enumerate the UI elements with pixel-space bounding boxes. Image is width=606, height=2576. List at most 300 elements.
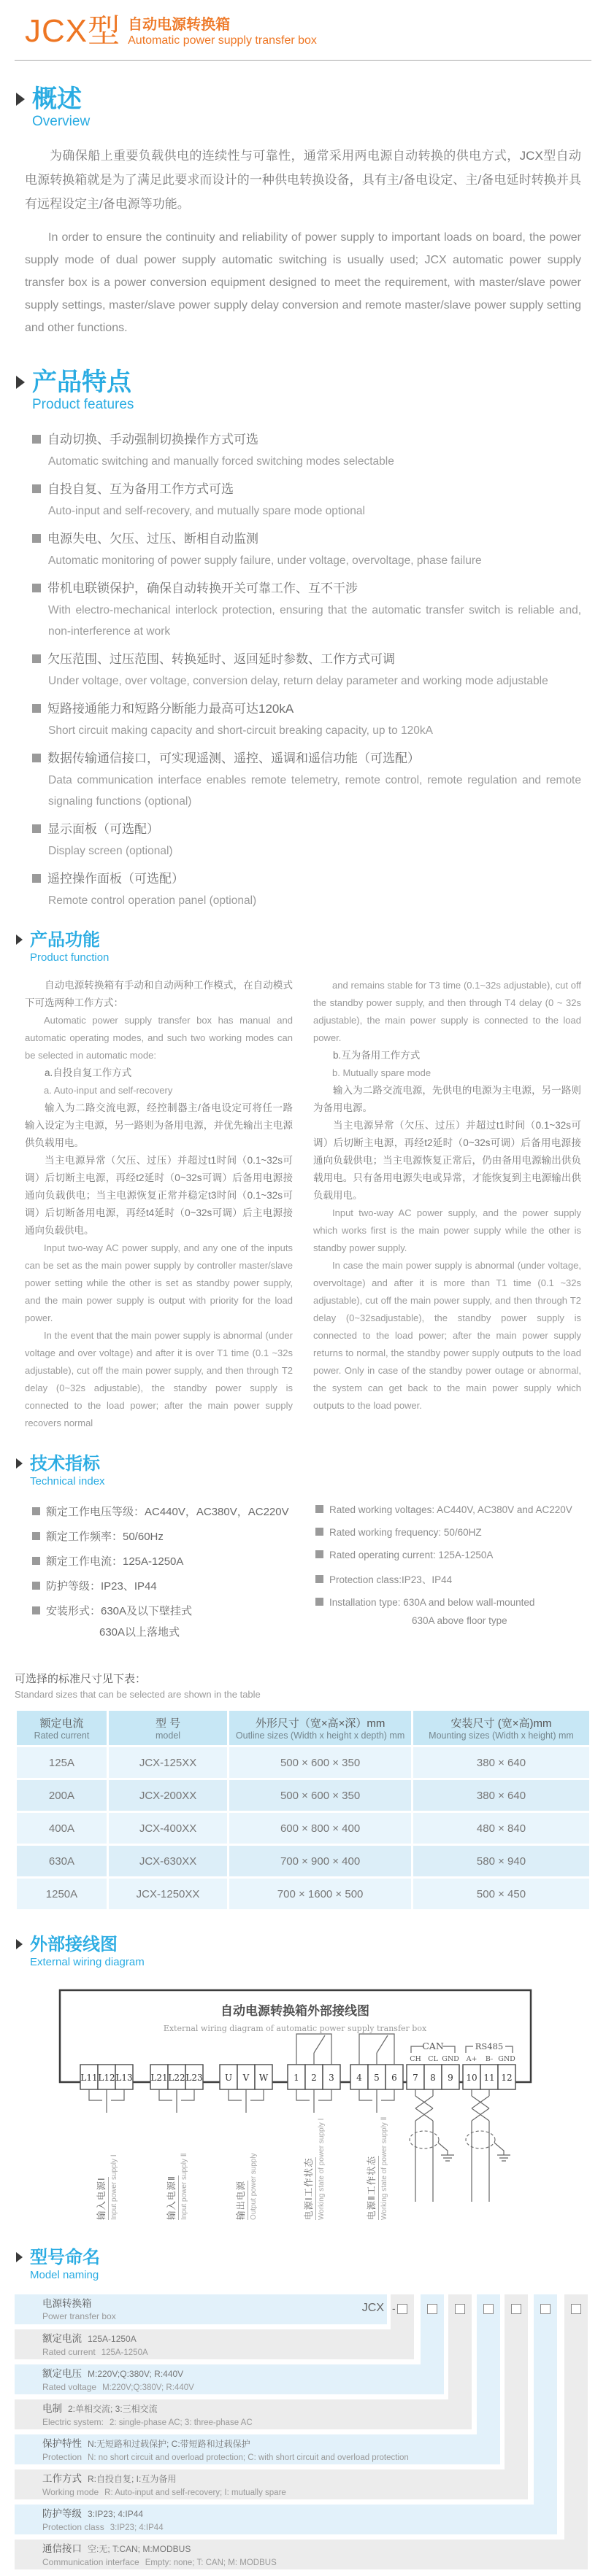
naming-value-en: Empty: none; T: CAN; M: MODBUS (145, 2558, 277, 2567)
naming-label-en: Rated current (42, 2347, 96, 2357)
naming-title-zh: 型号命名 (30, 2248, 100, 2267)
feature-text-en: Automatic switching and manually forced switching modes selectable (48, 455, 394, 468)
naming-label-zh: 防护等级 (42, 2508, 82, 2519)
features-heading (15, 368, 591, 414)
table-cell: JCX-1250XX (107, 1878, 228, 1911)
section-arrow-icon (16, 1939, 23, 1949)
table-cell: 500 × 600 × 350 (229, 1747, 413, 1779)
naming-row-en (42, 2556, 588, 2569)
function-paragraph-en: Input two-way AC power supply, and any one of the inputs can be set as the main power supply by controller master/slave power setting while the other is set as standby power supply, and the main power supply is output with priority for the load power. (25, 1242, 293, 1323)
wiring-diagram (0, 1983, 606, 2235)
tech-index-subtext: 630A以上落地式 (99, 1626, 180, 1639)
tech-index-item (32, 1603, 298, 1639)
function-paragraph-en: a. Auto-input and self-recovery (44, 1085, 173, 1096)
terminal-label: W (258, 2073, 269, 2083)
ground-icon (497, 2155, 510, 2161)
pin-label: GND (442, 2055, 459, 2063)
terminal-label: 2 (311, 2073, 317, 2083)
tech-heading (15, 1454, 591, 1489)
feature-text-zh: 自动切换、手动强制切换操作方式可选 (47, 433, 258, 446)
naming-column-strip (534, 2294, 557, 2534)
sizes-column-header (229, 1710, 413, 1747)
bullet-square-icon (32, 1606, 40, 1614)
tech-index-item (315, 1596, 581, 1626)
naming-label-zh: 通信接口 (42, 2543, 82, 2554)
feature-line-zh (32, 648, 581, 670)
feature-text-en: Display screen (optional) (48, 845, 173, 857)
naming-row-zh (42, 2472, 528, 2486)
naming-code-box (511, 2304, 521, 2314)
function-paragraph-zh: a.自投自复工作方式 (45, 1067, 132, 1078)
naming-column-strip (505, 2294, 528, 2499)
sizes-column-header (107, 1710, 228, 1747)
naming-row-zh (42, 2332, 414, 2346)
terminal-label: L22 (168, 2073, 185, 2083)
naming-row-zh (42, 2542, 588, 2556)
twisted-pair-run (415, 2121, 433, 2202)
section-arrow-icon (16, 1458, 23, 1469)
twisted-pair-lead (472, 2089, 489, 2096)
twisted-pair-cross (472, 2096, 489, 2121)
wiring-group-label-en: Output power supply (250, 2153, 258, 2220)
naming-row-en (42, 2310, 387, 2323)
naming-label-zh: 工作方式 (42, 2473, 82, 2484)
shield-drain-wire (494, 2143, 504, 2155)
section-arrow-icon (16, 935, 23, 945)
table-cell: 580 × 940 (413, 1845, 591, 1878)
sizes-header-en: Outline sizes (Width x height x depth) mm (235, 1730, 405, 1741)
page-header (25, 15, 591, 48)
table-cell: JCX-630XX (107, 1845, 228, 1878)
function-title-zh: 产品功能 (30, 930, 100, 950)
section-arrow-icon (16, 376, 25, 389)
table-cell: 480 × 840 (413, 1812, 591, 1845)
table-row (16, 1779, 591, 1812)
naming-code-box (455, 2304, 465, 2314)
sizes-table-body (16, 1747, 591, 1911)
rs485-label: RS485 (475, 2041, 504, 2051)
wiring-title-zh: 外部接线图 (30, 1935, 118, 1954)
feature-line-zh (32, 697, 581, 720)
wiring-group-label (94, 2096, 119, 2220)
table-cell: JCX-400XX (107, 1812, 228, 1845)
naming-row (15, 2434, 500, 2464)
table-cell: 380 × 640 (413, 1779, 591, 1812)
naming-value-en: M:220V;Q:380V; R:440V (102, 2383, 194, 2392)
overview-title-en: Overview (32, 114, 91, 129)
function-paragraph-en: Automatic power supply transfer box has manual and automatic operating modes, and such two working modes can be selected in automatic mode: (25, 1015, 293, 1061)
section-function (15, 930, 591, 1432)
function-paragraph-en: In case the main power supply is abnormal (under voltage, overvoltage) and after it is more than T1 time (0.1 ~32s adjustable), cut off the main power supply, and then through T2 delay (0~32sadjustable), the standby power supply is connected to the load power; after the main power supply returns to normal, the standby power supply outputs to the load power. Only in case of the standby power outage or abnormal, the system can get back to the main power supply which outputs to the load power. (313, 1260, 581, 1411)
sizes-table (15, 1709, 591, 1911)
feature-text-en: With electro-mechanical interlock protection, ensuring that the automatic transfer switch is reliable and, non-interference at work (48, 604, 581, 638)
naming-code-box (397, 2304, 407, 2314)
pin-label: B- (485, 2055, 494, 2063)
naming-dash: - (392, 2302, 396, 2314)
table-cell: 125A (16, 1747, 108, 1779)
product-model-title: JCX型 (25, 13, 121, 49)
shield-drain-wire (438, 2143, 448, 2155)
terminal-label: L12 (98, 2073, 115, 2083)
section-sizes (15, 1671, 591, 1911)
feature-item (32, 577, 581, 642)
overview-title-zh: 概述 (32, 85, 82, 113)
tech-index-text: 额定工作频率：50/60Hz (46, 1531, 164, 1543)
naming-value-en: 125A-1250A (101, 2348, 148, 2357)
terminal-label: 9 (448, 2073, 453, 2083)
function-paragraph-zh: 自动电源转换箱有手动和自动两种工作模式，在自动模式下可选两种工作方式： (25, 980, 293, 1008)
section-arrow-icon (16, 2252, 23, 2262)
bullet-square-icon (315, 1550, 323, 1558)
table-cell: 630A (16, 1845, 108, 1878)
function-paragraph-en: b. Mutually spare mode (332, 1067, 432, 1078)
naming-column-strip (564, 2294, 588, 2569)
terminal-label: 4 (356, 2073, 362, 2083)
feature-text-zh: 自投自复、互为备用工作方式可选 (47, 482, 234, 496)
feature-item (32, 428, 581, 472)
sizes-header-zh: 外形尺寸（宽×高×深）mm (255, 1717, 386, 1730)
overview-paragraph-zh: 为确保船上重要负载供电的连续性与可靠性，通常采用两电源自动转换的供电方式，JCX型自动电源转换箱就是为了满足此要求而设计的一种供电转换设备，具有主/备电设定、主/备电延时转换并具有远程设定主/备电源等功能。 (25, 149, 581, 211)
terminal-label: L13 (115, 2073, 133, 2083)
naming-label-en: Rated voltage (42, 2382, 97, 2392)
function-paragraph-zh: 输入为二路交流电源，经控制器主/备电设定可将任一路输入设定为主电源，另一路则为备用电源，并优先输出主电源供负载用电。 (25, 1102, 293, 1148)
naming-label-zh: 保护特性 (42, 2438, 82, 2449)
feature-text-zh: 欠压范围、过压范围、转换延时、返回延时参数、工作方式可调 (47, 652, 395, 666)
header-divider (15, 60, 591, 61)
naming-value-zh: R:自投自复; I:互为备用 (88, 2474, 177, 2484)
switch-blade (377, 2035, 388, 2053)
feature-line-zh (32, 747, 581, 770)
naming-heading (15, 2248, 591, 2283)
section-tech (15, 1454, 591, 1649)
overview-paragraph-en: In order to ensure the continuity and reliability of power supply to important loads on board, the power supply mode of dual power supply automatic switching is usually used; JCX automatic power supply transfer box is a power conversion equipment designed to meet the requirement, with master/slave power supply settings, master/slave power supply delay conversion and remote master/slave power supply setting and other functions. (25, 231, 581, 334)
naming-row-en (42, 2521, 557, 2534)
naming-label-en: Power transfer box (42, 2311, 116, 2321)
naming-label-en: Electric system: (42, 2417, 104, 2427)
terminal-label: 10 (466, 2073, 477, 2083)
table-cell: JCX-200XX (107, 1779, 228, 1812)
feature-line-zh (32, 478, 581, 500)
section-overview (15, 85, 591, 339)
table-cell: 1250A (16, 1878, 108, 1911)
tech-index-text: 额定工作电压等级：AC440V，AC380V，AC220V (46, 1506, 289, 1518)
product-title-zh: 自动电源转换箱 (128, 17, 231, 33)
bullet-square-icon (32, 1507, 40, 1515)
function-column-left (25, 977, 293, 1432)
section-wiring (15, 1935, 591, 2235)
feature-line-zh (32, 527, 581, 550)
tech-index-item (315, 1504, 581, 1517)
pin-label: CH (410, 2055, 421, 2063)
cable-shield-icon (410, 2131, 439, 2148)
feature-text-zh: 带机电联锁保护，确保自动转换开关可靠工作、互不干涉 (47, 581, 358, 595)
terminal-label: L21 (150, 2073, 168, 2083)
bullet-square-icon (32, 534, 41, 543)
twisted-pair-run (472, 2121, 489, 2202)
terminal-label: L23 (185, 2073, 203, 2083)
sizes-header-zh: 额定电流 (39, 1717, 84, 1730)
wiring-group-label-zh: 输出电源 (234, 2181, 248, 2220)
product-title-block (128, 16, 317, 48)
naming-row (15, 2399, 472, 2429)
section-features (15, 368, 591, 911)
naming-value-en: R: Auto-input and self-recovery; I: mutually spare (104, 2488, 286, 2497)
tech-column-en (315, 1504, 581, 1649)
wiring-group-label (302, 2096, 326, 2220)
table-cell: 380 × 640 (413, 1747, 591, 1779)
naming-label-en: Protection class (42, 2522, 104, 2532)
feature-item (32, 818, 581, 862)
feature-text-en: Automatic monitoring of power supply failure, under voltage, overvoltage, phase failure (48, 554, 482, 567)
table-row (16, 1845, 591, 1878)
feature-text-zh: 遥控操作面板（可选配） (47, 872, 184, 886)
feature-item (32, 697, 581, 741)
features-title-en: Product features (32, 397, 134, 412)
wiring-group-label (164, 2096, 189, 2220)
bullet-square-icon (32, 1532, 40, 1540)
wiring-group-label (364, 2096, 389, 2220)
tech-index-text: 安装形式：630A及以下壁挂式 (46, 1605, 193, 1617)
table-cell: 700 × 900 × 400 (229, 1845, 413, 1878)
sizes-column-header (413, 1710, 591, 1747)
function-paragraph-en: In the event that the main power supply is abnormal (under voltage and over voltage) and after it is over T1 time (0.1 ~32s adjustable), cut off the main power supply, and then through T2 delay (0~32s adjustable), the standby power supply is connected to the load power; after the main power supply recovers normal (25, 1330, 293, 1428)
feature-item (32, 527, 581, 571)
tech-index-text: Installation type: 630A and below wall-mounted (329, 1597, 535, 1608)
tech-index-text: Protection class:IP23、IP44 (329, 1574, 453, 1585)
section-naming (15, 2248, 591, 2576)
naming-value-zh: M:220V;Q:380V; R:440V (88, 2369, 184, 2379)
tech-index-item (32, 1553, 298, 1569)
function-paragraph-zh: 当主电源异常（欠压、过压）并超过t1时间（0.1~32s可调）后切断主电源，再经t2延时（0~32s可调）后备用电源接通向负载供电；当主电源恢复正常并稳定t3时间（0.1~32s可调）后切断备用电源，再经t4延时（0~32s可调）后主电源接通向负载供电。 (25, 1155, 293, 1236)
table-row (16, 1812, 591, 1845)
function-paragraph-zh: 输入为二路交流电源，先供电的电源为主电源，另一路则为备用电源。 (313, 1085, 581, 1113)
bullet-square-icon (32, 754, 41, 762)
function-paragraph-zh: 当主电源异常（欠压、过压）并超过t1时间（0.1~32s可调）后切断主电源，再经t2延时（0~32s可调）后备用电源接通向负载供电；当主电源恢复正常后，仍由备用电源输出供负载用电。只有备用电源失电或异常，才能恢复到主电源输出供负载用电。 (313, 1120, 581, 1201)
table-cell: 700 × 1600 × 500 (229, 1878, 413, 1911)
overview-heading (15, 85, 591, 131)
naming-label-zh: 额定电压 (42, 2368, 82, 2379)
function-column-right (313, 977, 581, 1432)
wiring-diagram-title-zh: 自动电源转换箱外部接线图 (220, 2004, 369, 2019)
bullet-square-icon (32, 484, 41, 493)
tech-index-item (32, 1528, 298, 1544)
wiring-group-label-en: Input power supply Ⅱ (180, 2153, 188, 2220)
terminal-label: 7 (413, 2073, 418, 2083)
feature-line-zh (32, 577, 581, 600)
naming-value-zh: N:无短路和过载保护; C:带短路和过载保护 (88, 2439, 250, 2449)
tech-index-item (315, 1571, 581, 1587)
bullet-square-icon (315, 1505, 323, 1513)
function-heading (15, 930, 591, 965)
naming-title-en: Model naming (30, 2269, 99, 2281)
terminal-label: 12 (501, 2073, 513, 2083)
tech-title-en: Technical index (30, 1475, 105, 1488)
table-row (16, 1878, 591, 1911)
pin-label: GND (498, 2055, 515, 2063)
sizes-header-en: Mounting sizes (Width x height) mm (429, 1730, 574, 1741)
feature-item (32, 867, 581, 911)
section-arrow-icon (16, 93, 25, 106)
feature-line-zh (32, 867, 581, 890)
feature-text-en: Remote control operation panel (optional) (48, 894, 257, 907)
sizes-header-en: Rated current (34, 1730, 90, 1741)
features-list (32, 428, 581, 911)
tech-index-text: Rated working voltages: AC440V, AC380V and AC220V (329, 1504, 572, 1515)
terminal-label: V (242, 2073, 250, 2083)
naming-label-en: Communication interface (42, 2557, 139, 2567)
pin-label: CL (428, 2055, 438, 2063)
naming-code-box (483, 2304, 494, 2314)
bullet-square-icon (315, 1575, 323, 1583)
feature-text-en: Under voltage, over voltage, conversion delay, return delay parameter and working mode adjustable (48, 675, 548, 687)
switch-blade (314, 2035, 325, 2053)
wiring-title-en: External wiring diagram (30, 1956, 145, 1968)
feature-line-zh (32, 818, 581, 840)
naming-label-zh: 额定电流 (42, 2333, 82, 2344)
tech-index-text: Rated working frequency: 50/60HZ (329, 1527, 482, 1538)
feature-text-zh: 数据传输通信接口，可实现遥测、遥控、遥调和遥信功能（可选配） (47, 751, 420, 765)
wiring-group-label-en: Working state of power supply Ⅰ (318, 2118, 326, 2220)
naming-row-zh (42, 2402, 472, 2416)
feature-text-zh: 显示面板（可选配） (47, 822, 159, 836)
naming-row (15, 2540, 588, 2569)
bullet-square-icon (32, 704, 41, 713)
tech-index-text: 额定工作电流：125A-1250A (46, 1555, 184, 1568)
feature-item (32, 747, 581, 812)
naming-label-zh: 电制 (42, 2403, 62, 2414)
naming-row (15, 2329, 414, 2359)
tech-columns (32, 1504, 581, 1649)
terminal-label: 8 (430, 2073, 436, 2083)
naming-code-box (427, 2304, 437, 2314)
wiring-group-label-zh: 输入电源Ⅰ (94, 2177, 109, 2220)
wiring-group-label-en: Input power supply Ⅰ (110, 2154, 118, 2220)
naming-value-en: 2: single-phase AC; 3: three-phase AC (110, 2418, 253, 2427)
features-title-zh: 产品特点 (32, 368, 131, 396)
naming-row (15, 2364, 444, 2394)
naming-value-en: 3:IP23; 4:IP44 (110, 2523, 164, 2532)
can-label: CAN (422, 2041, 444, 2051)
wiring-group-label (234, 2096, 258, 2220)
wiring-group-label-zh: 电源Ⅰ工作状态 (302, 2157, 316, 2220)
terminal-label: 11 (483, 2073, 495, 2083)
sizes-intro-en: Standard sizes that can be selected are shown in the table (15, 1689, 261, 1700)
naming-row-zh (42, 2297, 387, 2310)
function-title-en: Product function (30, 951, 110, 964)
feature-item (32, 478, 581, 522)
sizes-header-zh: 安装尺寸 (宽×高)mm (450, 1717, 552, 1730)
naming-label-en: Working mode (42, 2487, 99, 2497)
naming-row (15, 2294, 387, 2324)
bullet-square-icon (32, 1582, 40, 1590)
terminal-label: 3 (329, 2073, 334, 2083)
bullet-square-icon (315, 1598, 323, 1606)
tech-title-zh: 技术指标 (30, 1454, 100, 1474)
terminal-label: 5 (374, 2073, 380, 2083)
bullet-square-icon (315, 1528, 323, 1536)
tech-index-item (32, 1578, 298, 1593)
table-cell: 600 × 800 × 400 (229, 1812, 413, 1845)
terminal-label: L11 (80, 2073, 98, 2083)
sizes-table-head (16, 1710, 591, 1747)
bullet-square-icon (32, 824, 41, 833)
bullet-square-icon (32, 1557, 40, 1565)
feature-text-en: Short circuit making capacity and short-circuit breaking capacity, up to 120kA (48, 724, 433, 737)
wiring-group-label-en: Working state of power supply Ⅱ (380, 2116, 388, 2220)
tech-index-item (315, 1549, 581, 1562)
naming-row-en (42, 2416, 472, 2429)
cable-shield-icon (466, 2131, 495, 2148)
wiring-group-label-zh: 电源Ⅱ工作状态 (364, 2156, 379, 2220)
sizes-intro-zh: 可选择的标准尺寸见下表： (15, 1673, 147, 1685)
wiring-group-label-zh: 输入电源Ⅱ (164, 2175, 179, 2220)
sizes-header-en: model (156, 1730, 181, 1741)
terminal-label: 6 (391, 2073, 397, 2083)
naming-value-zh: 2:单相交流; 3:三相交流 (68, 2404, 158, 2414)
feature-text-zh: 电源失电、欠压、过压、断相自动监测 (47, 532, 258, 546)
table-cell: JCX-125XX (107, 1747, 228, 1779)
sizes-column-header (16, 1710, 108, 1747)
feature-text-en: Auto-input and self-recovery, and mutually spare mode optional (48, 505, 365, 517)
twisted-pair-lead (415, 2089, 433, 2096)
feature-text-en: Data communication interface enables remote telemetry, remote control, remote regulation and remote signaling functions (optional) (48, 774, 581, 808)
naming-row-en (42, 2451, 500, 2464)
naming-label-en: Protection (42, 2452, 83, 2462)
naming-code-box (571, 2304, 581, 2314)
terminal-label: U (224, 2073, 233, 2083)
twisted-pair-cross (415, 2096, 433, 2121)
naming-row-zh (42, 2507, 557, 2521)
table-cell: 200A (16, 1779, 108, 1812)
pin-label: A+ (466, 2055, 477, 2063)
feature-item (32, 648, 581, 692)
table-cell: 500 × 600 × 350 (229, 1779, 413, 1812)
model-naming-diagram (15, 2294, 591, 2576)
product-title-en: Automatic power supply transfer box (128, 34, 317, 47)
tech-index-item (315, 1526, 581, 1539)
naming-row-en (42, 2346, 414, 2359)
function-paragraph-zh: b.互为备用工作方式 (333, 1050, 421, 1061)
feature-line-zh (32, 428, 581, 451)
naming-row-en (42, 2381, 444, 2394)
naming-code-box (540, 2304, 551, 2314)
naming-row-zh (42, 2437, 500, 2451)
table-row (16, 1747, 591, 1779)
bullet-square-icon (32, 435, 41, 444)
naming-row-en (42, 2486, 528, 2499)
naming-row (15, 2469, 528, 2499)
bullet-square-icon (32, 874, 41, 883)
table-cell: 500 × 450 (413, 1878, 591, 1911)
tech-index-subtext: 630A above floor type (412, 1615, 507, 1626)
bullet-square-icon (32, 584, 41, 592)
naming-row (15, 2505, 557, 2534)
naming-value-zh: 3:IP23; 4:IP44 (88, 2509, 144, 2519)
naming-row-zh (42, 2367, 444, 2381)
tech-index-text: 防护等级：IP23、IP44 (46, 1580, 157, 1593)
naming-label-zh: 电源转换箱 (42, 2298, 92, 2309)
wiring-heading (15, 1935, 591, 1970)
function-paragraph-en: and remains stable for T3 time (0.1~32s adjustable), cut off the standby power supply, and then through T4 delay (0 ~ 32s adjustable), the main power supply is connected to the load power. (313, 980, 581, 1043)
tech-index-text: Rated operating current: 125A-1250A (329, 1550, 494, 1560)
function-paragraph-en: Input two-way AC power supply, and the power supply which works first is the main power supply while the other is standby power supply. (313, 1207, 581, 1253)
naming-prefix: JCX (361, 2302, 384, 2314)
table-cell: 400A (16, 1812, 108, 1845)
ground-icon (441, 2155, 454, 2161)
naming-value-en: N: no short circuit and overload protection; C: with short circuit and overload protection (88, 2453, 409, 2462)
bullet-square-icon (32, 654, 41, 663)
wiring-diagram-title-en: External wiring diagram of automatic power supply transfer box (163, 2024, 427, 2033)
